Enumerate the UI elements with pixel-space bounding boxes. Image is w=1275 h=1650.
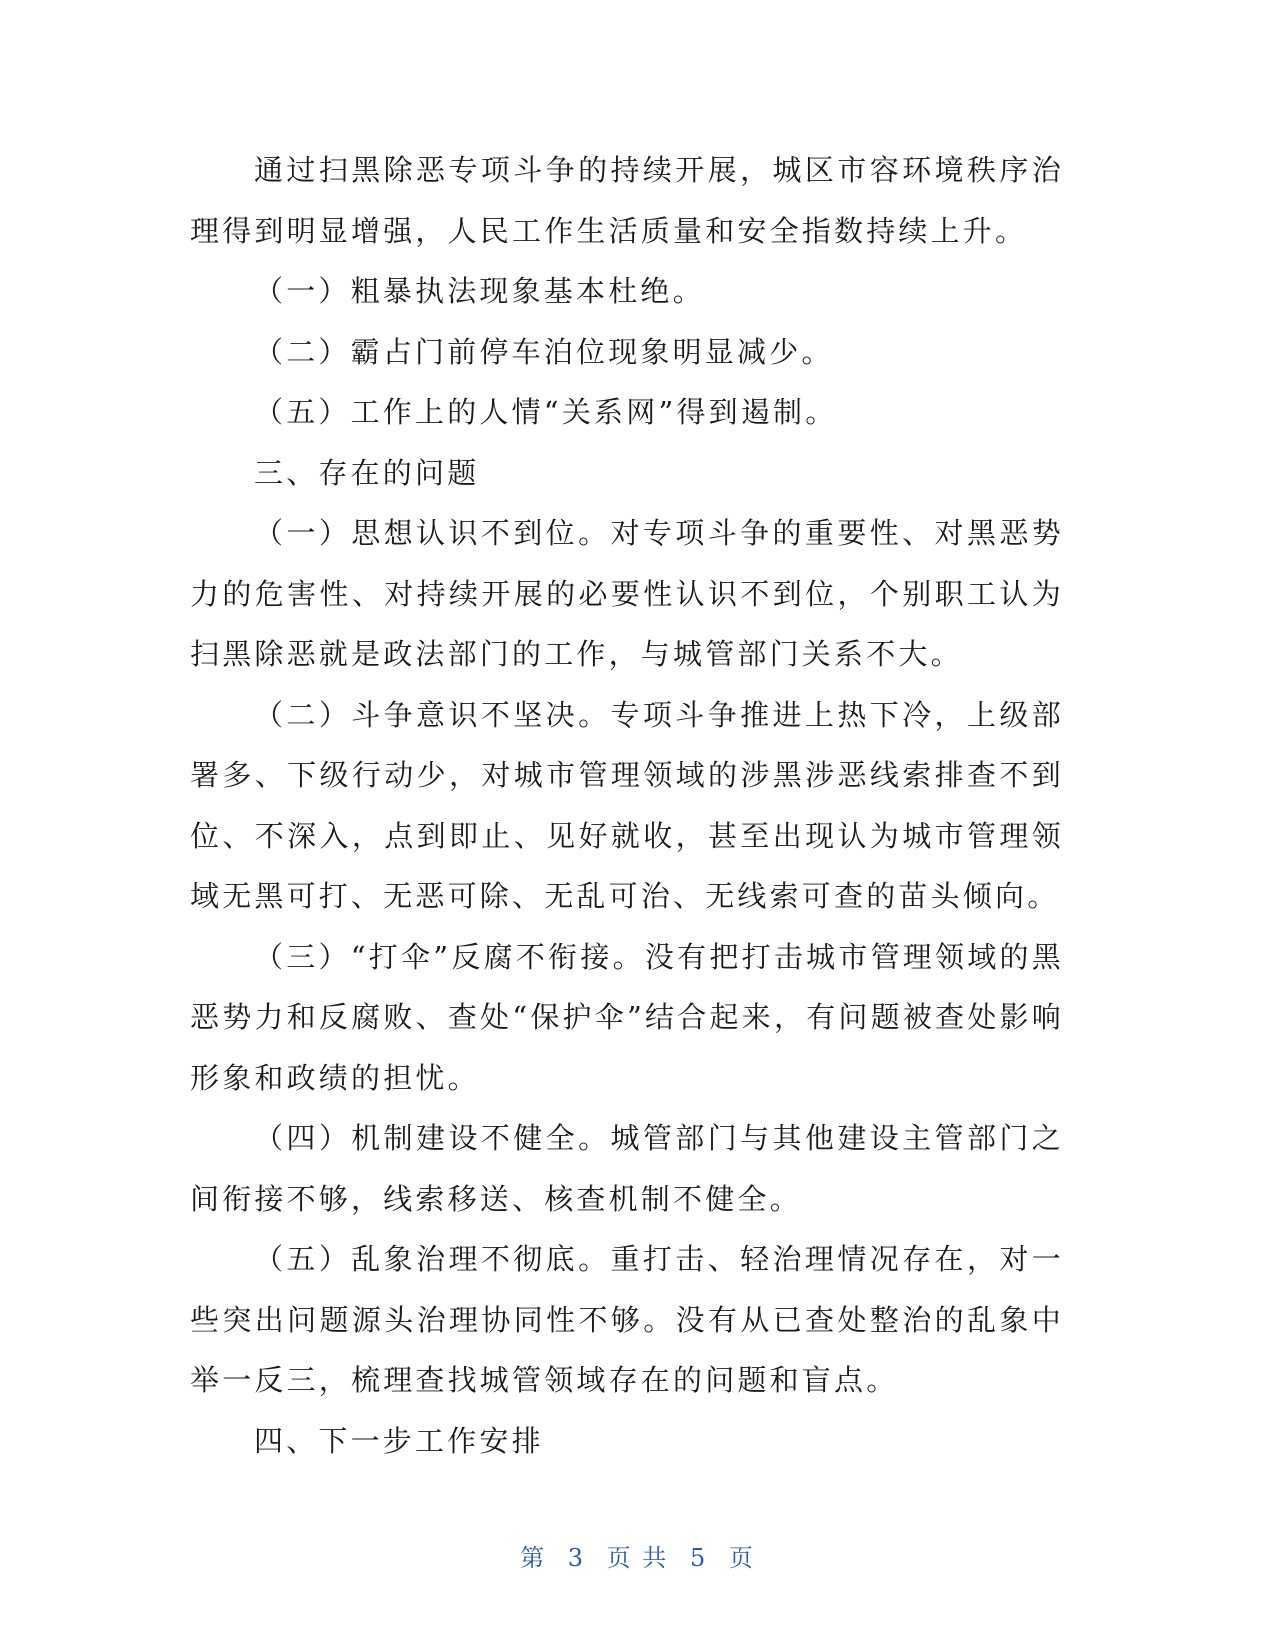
document-body (190, 140, 1064, 1471)
paragraph-item-5: （五）工作上的人情“关系网”得到遏制。 (254, 395, 838, 429)
paragraph-intro: 通过扫黑除恶专项斗争的持续开展，城区市容环境秩序治理得到明显增强，人民工作生活质量和安全指数持续上升。 (190, 153, 1064, 248)
problem-item-2: （二）斗争意识不坚决。专项斗争推进上热下冷，上级部署多、下级行动少，对城市管理领域的涉黑涉恶线索排查不到位、不深入，点到即止、见好就收，甚至出现认为城市管理领域无黑可打、无恶可除、无乱可治、无线索可查的苗头倾向。 (190, 697, 1064, 913)
page-number-footer (0, 1538, 1275, 1573)
problem-item-1: （一）思想认识不到位。对专项斗争的重要性、对黑恶势力的危害性、对持续开展的必要性认识不到位，个别职工认为扫黑除恶就是政法部门的工作，与城管部门关系不大。 (190, 516, 1064, 671)
section-heading-next-steps: 四、下一步工作安排 (254, 1423, 544, 1458)
paragraph-item-2: （二）霸占门前停车泊位现象明显减少。 (254, 334, 834, 369)
footer-suffix: 页 (728, 1544, 755, 1572)
problem-item-5: （五）乱象治理不彻底。重打击、轻治理情况存在，对一些突出问题源头治理协同性不够。没有从已查处整治的乱象中举一反三，梳理查找城管领域存在的问题和盲点。 (190, 1242, 1064, 1397)
total-pages-number: 5 (689, 1544, 708, 1572)
problem-item-4: （四）机制建设不健全。城管部门与其他建设主管部门之间衔接不够，线索移送、核查机制不健全。 (190, 1121, 1064, 1216)
paragraph-item-1: （一）粗暴执法现象基本杜绝。 (254, 274, 705, 308)
current-page-number: 3 (567, 1544, 586, 1572)
footer-prefix: 第 (520, 1544, 547, 1572)
problem-item-3: （三）“打伞”反腐不衔接。没有把打击城市管理领域的黑恶势力和反腐败、查处“保护伞”结合起来，有问题被查处影响形象和政绩的担忧。 (190, 939, 1064, 1095)
footer-middle: 页 共 (606, 1544, 669, 1572)
section-heading-problems: 三、存在的问题 (254, 455, 480, 490)
